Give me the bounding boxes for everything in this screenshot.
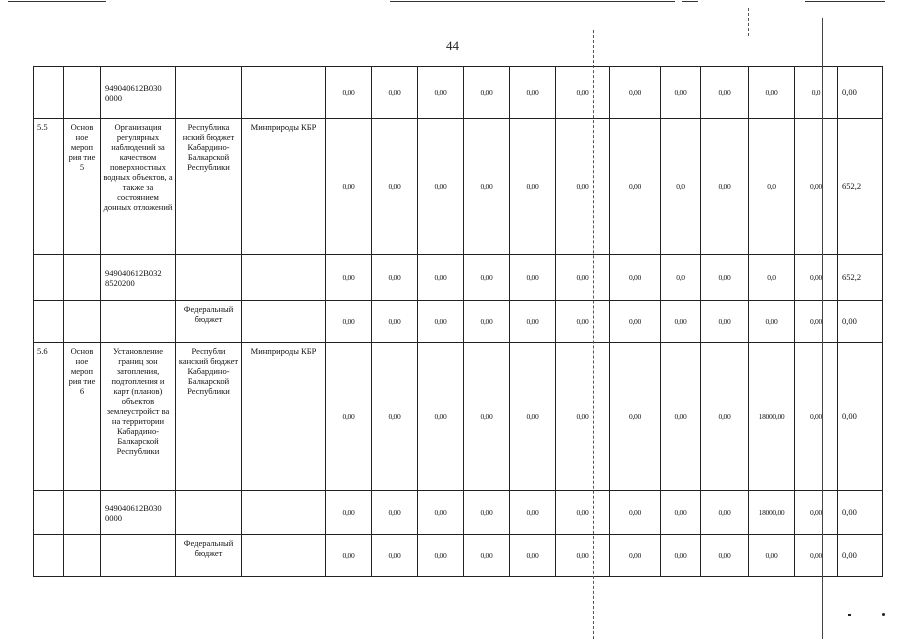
value-cell: 18000,00 bbox=[749, 491, 795, 535]
top-rule-center bbox=[390, 1, 675, 2]
total-value-cell: 0,00 bbox=[838, 301, 883, 343]
scan-mark bbox=[848, 614, 851, 616]
value-cell: 0,00 bbox=[326, 491, 372, 535]
value-cell: 0,00 bbox=[510, 301, 556, 343]
funding-source-cell bbox=[176, 491, 242, 535]
row-id-cell bbox=[34, 67, 64, 119]
row-type-cell bbox=[64, 255, 101, 301]
value-cell: 0,00 bbox=[610, 119, 661, 255]
value-cell: 0,00 bbox=[464, 535, 510, 577]
row-type-cell bbox=[64, 301, 101, 343]
table-row bbox=[34, 67, 883, 119]
value-cell: 0,00 bbox=[610, 301, 661, 343]
value-cell: 0,00 bbox=[701, 343, 749, 491]
top-rule-right bbox=[805, 1, 885, 2]
value-cell: 0,00 bbox=[701, 67, 749, 119]
row-id-cell bbox=[34, 301, 64, 343]
value-cell: 0,00 bbox=[510, 255, 556, 301]
value-cell: 0,00 bbox=[418, 119, 464, 255]
value-cell: 0,0 bbox=[749, 255, 795, 301]
value-cell: 0,00 bbox=[556, 255, 610, 301]
row-id-cell bbox=[34, 255, 64, 301]
table-row bbox=[34, 343, 883, 491]
value-cell: 0,00 bbox=[418, 301, 464, 343]
value-cell: 0,00 bbox=[556, 491, 610, 535]
value-cell: 0,00 bbox=[795, 491, 838, 535]
value-cell: 0,00 bbox=[372, 301, 418, 343]
row-type-cell bbox=[64, 67, 101, 119]
total-value-cell: 0,00 bbox=[838, 343, 883, 491]
value-cell: 0,00 bbox=[701, 255, 749, 301]
funding-source-cell: Федеральный бюджет bbox=[176, 301, 242, 343]
row-id-cell bbox=[34, 535, 64, 577]
value-cell: 0,0 bbox=[795, 67, 838, 119]
funding-source-cell bbox=[176, 67, 242, 119]
executor-cell bbox=[242, 67, 326, 119]
budget-code-cell: 949040612В032 8520200 bbox=[101, 255, 176, 301]
measure-name-cell: Установление границ зон затопления, подтопления и карт (планов) объектов землеустройст ва на территории Кабардино-Балкарской Республики bbox=[101, 343, 176, 491]
value-cell: 0,00 bbox=[795, 301, 838, 343]
value-cell: 0,00 bbox=[326, 67, 372, 119]
value-cell: 0,00 bbox=[661, 535, 701, 577]
value-cell: 0,00 bbox=[372, 535, 418, 577]
value-cell: 0,00 bbox=[701, 535, 749, 577]
value-cell: 0,00 bbox=[556, 67, 610, 119]
funding-source-cell: Республи канский бюджет Кабардино-Балкарской Республики bbox=[176, 343, 242, 491]
value-cell: 0,00 bbox=[418, 67, 464, 119]
value-cell: 0,00 bbox=[610, 343, 661, 491]
table-row bbox=[34, 119, 883, 255]
table-row bbox=[34, 255, 883, 301]
value-cell: 0,00 bbox=[418, 535, 464, 577]
value-cell: 0,00 bbox=[661, 491, 701, 535]
row-type-cell bbox=[64, 535, 101, 577]
value-cell: 0,00 bbox=[464, 255, 510, 301]
top-rule-left bbox=[8, 1, 106, 2]
page-number: 44 bbox=[446, 38, 459, 53]
value-cell: 0,00 bbox=[326, 119, 372, 255]
value-cell: 0,0 bbox=[661, 255, 701, 301]
funding-source-cell: Республика нский бюджет Кабардино-Балкарской Республики bbox=[176, 119, 242, 255]
value-cell: 0,0 bbox=[661, 119, 701, 255]
scan-dash-right-short bbox=[748, 8, 749, 36]
value-cell: 0,00 bbox=[510, 67, 556, 119]
value-cell: 0,00 bbox=[701, 301, 749, 343]
table-row bbox=[34, 535, 883, 577]
value-cell: 0,00 bbox=[510, 535, 556, 577]
executor-cell bbox=[242, 255, 326, 301]
value-cell: 0,00 bbox=[749, 67, 795, 119]
value-cell: 0,00 bbox=[556, 119, 610, 255]
funding-source-cell bbox=[176, 255, 242, 301]
executor-cell: Минприроды КБР bbox=[242, 119, 326, 255]
executor-cell bbox=[242, 491, 326, 535]
measure-name-cell bbox=[101, 535, 176, 577]
value-cell: 0,00 bbox=[510, 119, 556, 255]
value-cell: 0,0 bbox=[749, 119, 795, 255]
total-value-cell: 0,00 bbox=[838, 491, 883, 535]
table-row bbox=[34, 491, 883, 535]
measure-name-cell bbox=[101, 301, 176, 343]
value-cell: 0,00 bbox=[372, 119, 418, 255]
value-cell: 0,00 bbox=[795, 535, 838, 577]
row-type-cell: Основ ное мероп рия тие 6 bbox=[64, 343, 101, 491]
value-cell: 0,00 bbox=[556, 301, 610, 343]
executor-cell bbox=[242, 301, 326, 343]
value-cell: 0,00 bbox=[372, 491, 418, 535]
scan-dash-center bbox=[593, 30, 594, 639]
total-value-cell: 652,2 bbox=[838, 255, 883, 301]
value-cell: 0,00 bbox=[556, 535, 610, 577]
value-cell: 0,00 bbox=[510, 343, 556, 491]
funding-source-cell: Федеральный бюджет bbox=[176, 535, 242, 577]
value-cell: 0,00 bbox=[749, 301, 795, 343]
value-cell: 0,00 bbox=[610, 535, 661, 577]
scan-line-right bbox=[822, 18, 823, 639]
value-cell: 0,00 bbox=[418, 255, 464, 301]
value-cell: 0,00 bbox=[464, 301, 510, 343]
value-cell: 0,00 bbox=[326, 343, 372, 491]
value-cell: 0,00 bbox=[749, 535, 795, 577]
row-id-cell: 5.6 bbox=[34, 343, 64, 491]
value-cell: 0,00 bbox=[464, 67, 510, 119]
value-cell: 0,00 bbox=[326, 535, 372, 577]
value-cell: 0,00 bbox=[701, 119, 749, 255]
value-cell: 0,00 bbox=[372, 67, 418, 119]
value-cell: 0,00 bbox=[418, 343, 464, 491]
value-cell: 0,00 bbox=[372, 255, 418, 301]
value-cell: 0,00 bbox=[795, 119, 838, 255]
value-cell: 0,00 bbox=[326, 255, 372, 301]
row-type-cell bbox=[64, 491, 101, 535]
value-cell: 0,00 bbox=[464, 343, 510, 491]
value-cell: 0,00 bbox=[326, 301, 372, 343]
value-cell: 0,00 bbox=[795, 343, 838, 491]
value-cell: 0,00 bbox=[610, 491, 661, 535]
budget-code-cell: 949040612В030 0000 bbox=[101, 491, 176, 535]
total-value-cell: 652,2 bbox=[838, 119, 883, 255]
value-cell: 18000,00 bbox=[749, 343, 795, 491]
value-cell: 0,00 bbox=[610, 255, 661, 301]
value-cell: 0,00 bbox=[661, 343, 701, 491]
executor-cell bbox=[242, 535, 326, 577]
value-cell: 0,00 bbox=[795, 255, 838, 301]
value-cell: 0,00 bbox=[510, 491, 556, 535]
value-cell: 0,00 bbox=[701, 491, 749, 535]
budget-code-cell: 949040612В030 0000 bbox=[101, 67, 176, 119]
table-body bbox=[34, 67, 883, 577]
row-id-cell: 5.5 bbox=[34, 119, 64, 255]
row-type-cell: Основ ное мероп рия тие 5 bbox=[64, 119, 101, 255]
value-cell: 0,00 bbox=[661, 67, 701, 119]
value-cell: 0,00 bbox=[372, 343, 418, 491]
scan-dot bbox=[882, 613, 885, 616]
value-cell: 0,00 bbox=[464, 491, 510, 535]
total-value-cell: 0,00 bbox=[838, 535, 883, 577]
total-value-cell: 0,00 bbox=[838, 67, 883, 119]
table-row bbox=[34, 301, 883, 343]
measure-name-cell: Организация регулярных наблюдений за качеством поверхностных водных объектов, а также за состоянием донных отложений bbox=[101, 119, 176, 255]
budget-table bbox=[33, 66, 883, 577]
value-cell: 0,00 bbox=[661, 301, 701, 343]
executor-cell: Минприроды КБР bbox=[242, 343, 326, 491]
value-cell: 0,00 bbox=[610, 67, 661, 119]
value-cell: 0,00 bbox=[464, 119, 510, 255]
top-rule-center-short bbox=[682, 1, 698, 2]
row-id-cell bbox=[34, 491, 64, 535]
value-cell: 0,00 bbox=[418, 491, 464, 535]
value-cell: 0,00 bbox=[556, 343, 610, 491]
